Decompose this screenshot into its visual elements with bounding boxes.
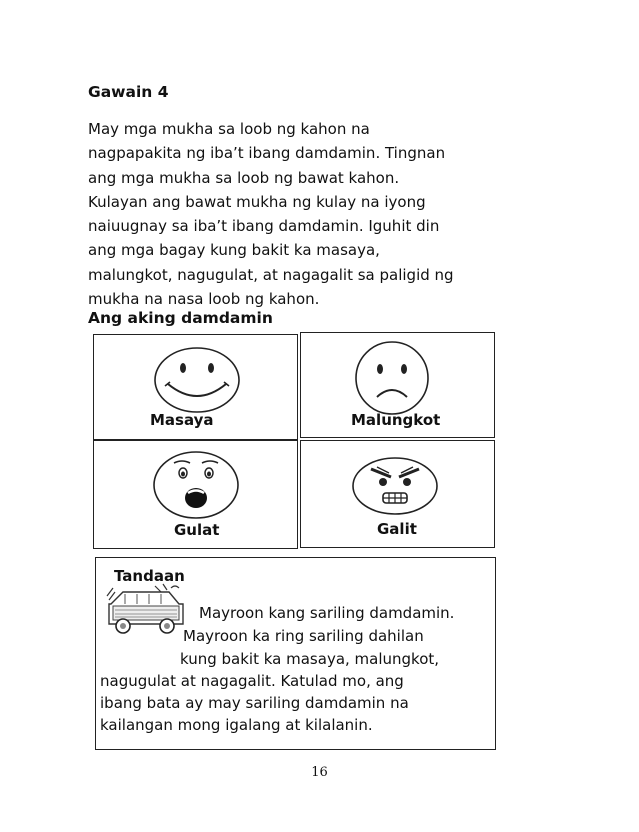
jeepney-icon (105, 582, 187, 640)
emotion-box-galit (300, 440, 495, 548)
instruction-line: mukha na nasa loob ng kahon. (88, 290, 320, 309)
emotion-box-gulat (93, 440, 298, 549)
instruction-line: ang mga bagay kung bakit ka masaya, (88, 241, 380, 260)
activity-title: Gawain 4 (88, 83, 169, 101)
happy-face-icon (152, 346, 242, 414)
instruction-line: naiuugnay sa iba’t ibang damdamin. Iguhit din (88, 217, 440, 236)
page-number: 16 (311, 765, 328, 780)
reminder-line: Mayroon ka ring sariling dahilan (183, 627, 424, 645)
instruction-line: May mga mukha sa loob ng kahon na (88, 120, 370, 138)
emotion-label-malungkot: Malungkot (351, 411, 441, 429)
emotion-box-masaya (93, 334, 298, 440)
section-subtitle: Ang aking damdamin (88, 309, 273, 327)
emotion-label-masaya: Masaya (150, 411, 214, 429)
surprised-face-icon (150, 449, 242, 521)
emotion-box-malungkot (300, 332, 495, 438)
instructions-paragraph (88, 117, 528, 311)
angry-face-icon (349, 455, 441, 517)
reminder-line: Mayroon kang sariling damdamin. (199, 604, 455, 622)
reminder-box (95, 557, 496, 750)
instruction-line: Kulayan ang bawat mukha ng kulay na iyong (88, 192, 426, 211)
reminder-line: nagugulat at nagagalit. Katulad mo, ang (100, 672, 404, 690)
reminder-line: kung bakit ka masaya, malungkot, (180, 650, 440, 668)
reminder-line: ibang bata ay may sariling damdamin na (100, 694, 409, 712)
emotion-label-gulat: Gulat (174, 521, 220, 539)
reminder-title: Tandaan (114, 567, 185, 585)
emotion-label-galit: Galit (377, 520, 417, 538)
instruction-line: malungkot, nagugulat, at nagagalit sa paligid ng (88, 265, 454, 284)
instruction-line: ang mga mukha sa loob ng bawat kahon. (88, 168, 400, 187)
sad-face-icon (353, 339, 431, 417)
instruction-line: nagpapakita ng iba’t ibang damdamin. Tingnan (88, 144, 446, 163)
reminder-line: kailangan mong igalang at kilalanin. (100, 716, 373, 734)
